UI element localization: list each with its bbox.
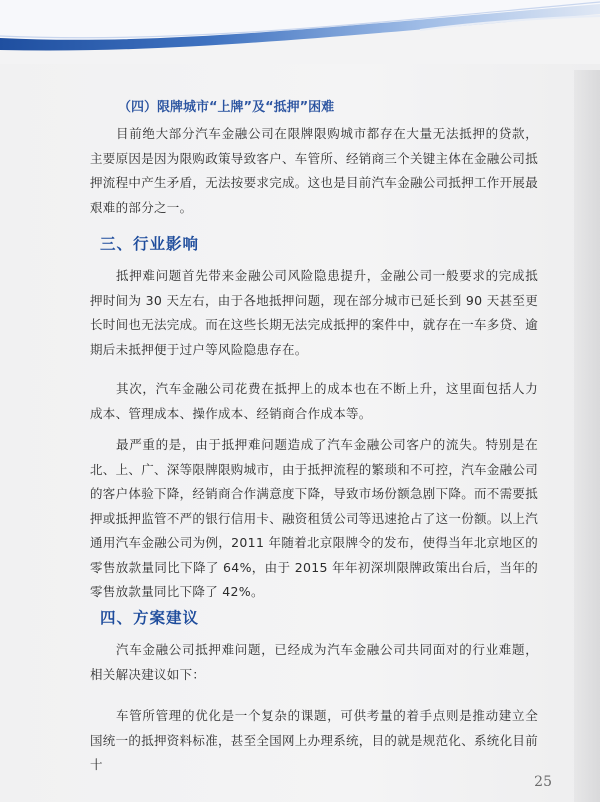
heading-industry-impact: 三、行业影响 [100, 235, 200, 253]
proposals-paragraph-2: 车管所管理的优化是一个复杂的课题，可供考量的着手点则是推动建立全国统一的抵押资料标准，甚至全国网上办理系统，目的就是规范化、系统化目前十 [90, 708, 539, 772]
impact-paragraph-2: 其次，汽车金融公司花费在抵押上的成本也在不断上升，这里面包括人力成本、管理成本、操作成本、经销商合作成本等。 [90, 381, 538, 421]
header-decoration [0, 0, 600, 64]
proposals-paragraph-1: 汽车金融公司抵押难问题，已经成为汽车金融公司共同面对的行业难题，相关解决建议如下： [90, 642, 538, 682]
section4-subheading: （四）限牌城市“上牌”及“抵押”困难 [118, 100, 335, 115]
section4-paragraph: 目前绝大部分汽车金融公司在限牌限购城市都存在大量无法抵押的贷款，主要原因是因为限购政策导致客户、车管所、经销商三个关键主体在金融公司抵押流程中产生矛盾，无法按要求完成。这也是目前汽车金融公司抵押工作开展最艰难的部分之一。 [90, 126, 539, 215]
page-number: 25 [534, 774, 552, 790]
impact-paragraph-3: 最严重的是，由于抵押难问题造成了汽车金融公司客户的流失。特别是在北、上、广、深等限牌限购城市，由于抵押流程的繁琐和不可控，汽车金融公司的客户体验下降，经销商合作满意度下降，导致市场份额急剧下降。而不需要抵押或抵押监管不严的银行信用卡、融资租赁公司等迅速抢占了这一份额。以上汽通用汽车金融公司为例，2011 年随着北京限牌令的发布，使得当年北京地区的零售放款量同比下降了 64%，由于 2015 年年初深圳限牌政策出台后，当年的零售放款量同比下降了 42%。 [90, 437, 539, 599]
impact-paragraph-1: 抵押难问题首先带来金融公司风险隐患提升，金融公司一般要求的完成抵押时间为 30 天左右，由于各地抵押问题，现在部分城市已延长到 90 天甚至更长时间也无法完成。而在这些长期无法完成抵押的案件中，就存在一车多贷、逾期后未抵押便于过户等风险隐患存在。 [90, 268, 539, 357]
heading-proposals: 四、方案建议 [100, 609, 200, 627]
page-edge-shadow [574, 70, 600, 802]
